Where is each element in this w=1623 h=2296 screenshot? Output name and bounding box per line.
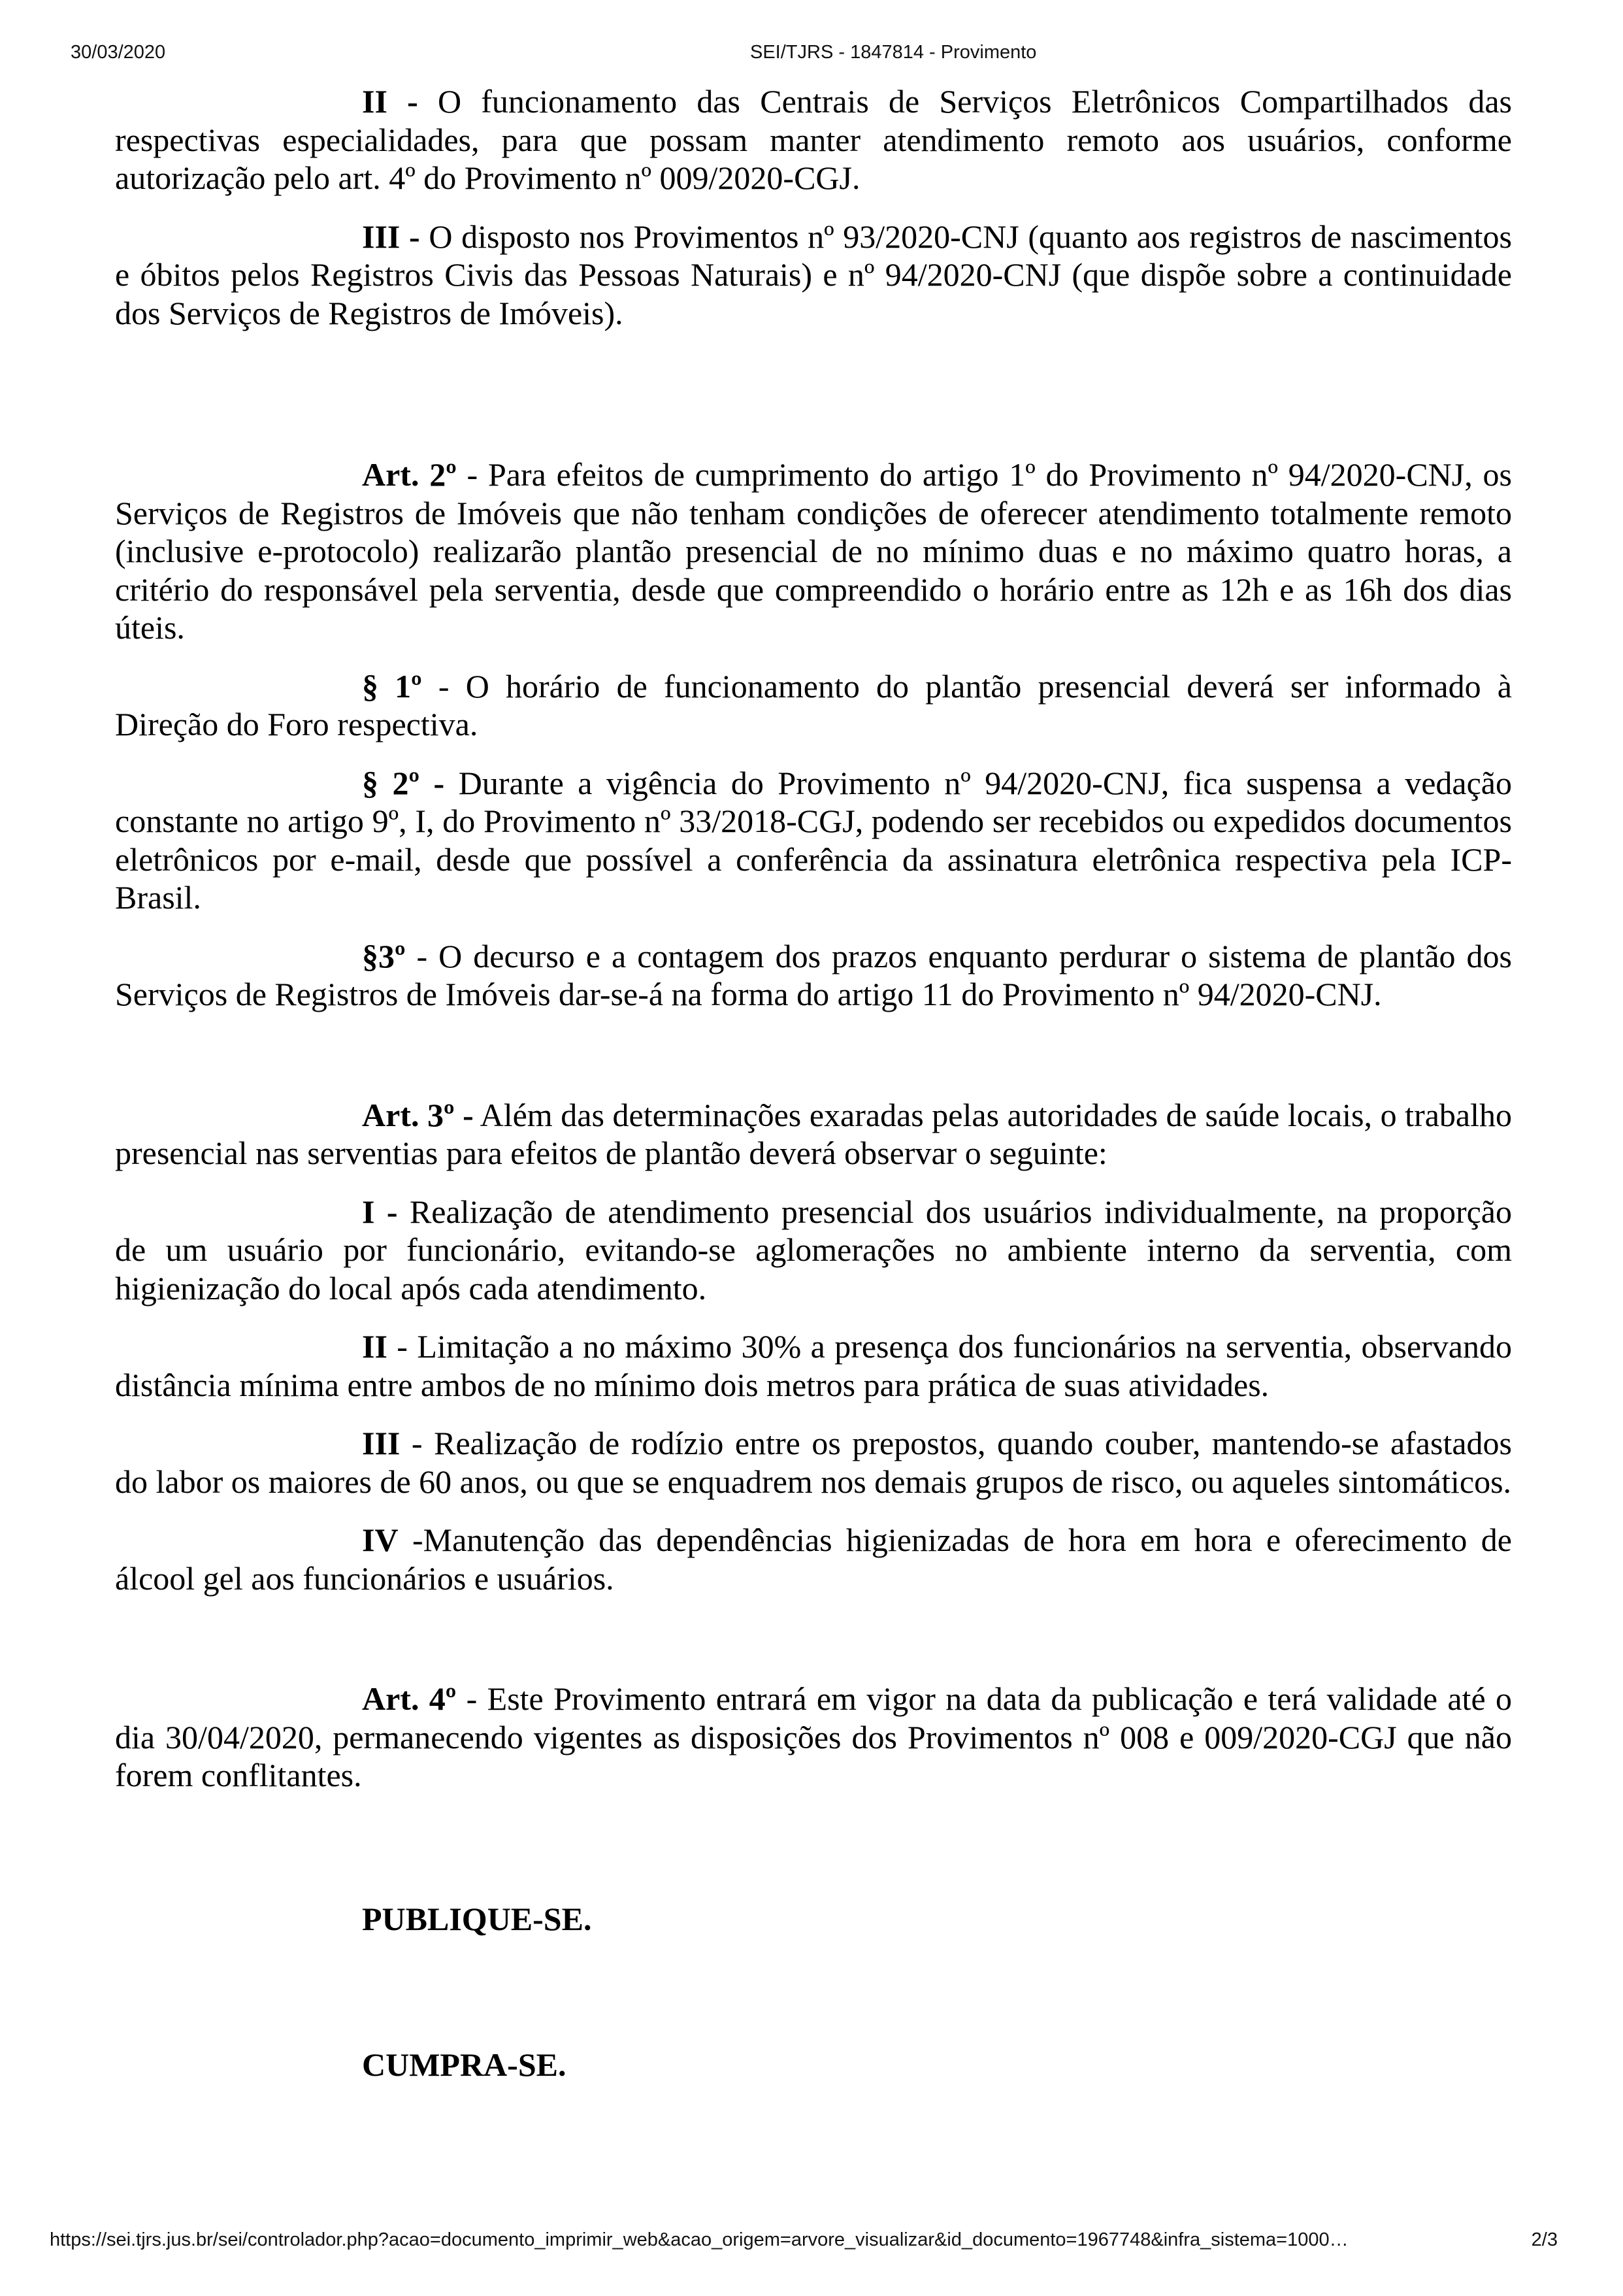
paragraph-label: II <box>362 1328 387 1365</box>
paragraph-label: III - <box>362 218 420 255</box>
paragraph-text: - Realização de rodízio entre os prepostos, quando couber, mantendo-se afastados do labor os maiores de 60 anos, ou que se enquadrem nos demais grupos de risco, ou aqueles sintomáticos. <box>115 1425 1512 1500</box>
article-label: Art. 4º <box>362 1680 457 1717</box>
article-text: - Este Provimento entrará em vigor na data da publicação e terá validade até o dia 30/04/2020, permanecendo vigentes as disposições dos Provimentos nº 008 e 009/2020-CGJ que não forem conflitantes. <box>115 1680 1512 1793</box>
article-label: Art. 3º - <box>362 1096 474 1133</box>
paragraph-label: I - <box>362 1193 398 1230</box>
print-date: 30/03/2020 <box>71 42 166 63</box>
paragraph-label: § 2º - <box>362 764 445 801</box>
article-text: Além das determinações exaradas pelas autoridades de saúde locais, o trabalho presencial nas serventias para efeitos de plantão deverá observar o seguinte: <box>115 1096 1513 1171</box>
paragraph-label: III <box>362 1425 401 1461</box>
article-3 <box>115 1096 1512 1173</box>
paragraph-text: - O horário de funcionamento do plantão presencial deverá ser informado à Direção do Foro respectiva. <box>115 667 1512 742</box>
print-page-title: SEI/TJRS - 1847814 - Provimento <box>750 42 1037 63</box>
paragraph-text: -Manutenção das dependências higienizadas de hora em hora e oferecimento de álcool gel aos funcionários e usuários. <box>115 1522 1512 1597</box>
article-3-item-iii <box>115 1424 1512 1501</box>
print-url: https://sei.tjrs.jus.br/sei/controlador.php?acao=documento_imprimir_web&acao_origem=arvore_visualizar&id_documento=1967748&infra_sistema=1000… <box>50 2229 1349 2250</box>
paragraph-text: - Limitação a no máximo 30% a presença dos funcionários na serventia, observando distância mínima entre ambos de no mínimo dois metros para prática de suas atividades. <box>115 1328 1512 1403</box>
article-2-paragraph-2 <box>115 764 1512 917</box>
publique-se: PUBLIQUE-SE. <box>362 1900 592 1937</box>
paragraph-label: §3º <box>362 937 406 974</box>
document-body <box>115 82 1512 2084</box>
paragraph-text: O funcionamento das Centrais de Serviços Eletrônicos Compartilhados das respectivas especialidades, para que possam manter atendimento remoto aos usuários, conforme autorização pelo art. 4º do Provimento nº 009/2020-CGJ. <box>115 83 1512 196</box>
article-text: - Para efeitos de cumprimento do artigo 1º do Provimento nº 94/2020-CNJ, os Serviços de Registros de Imóveis que não tenham condições de oferecer atendimento totalmente remoto (inclusive e-protocolo) realizarão plantão presencial de no mínimo duas e no máximo quatro horas, a critério do responsável pela serventia, desde que compreendido o horário entre as 12h e as 16h dos dias úteis. <box>115 456 1512 646</box>
paragraph-text: O disposto nos Provimentos nº 93/2020-CNJ (quanto aos registros de nascimentos e óbitos pelos Registros Civis das Pessoas Naturais) e nº 94/2020-CNJ (que dispõe sobre a continuidade dos Serviços de Registros de Imóveis). <box>115 218 1512 331</box>
article-2-paragraph-3 <box>115 937 1512 1014</box>
paragraph-text: Realização de atendimento presencial dos usuários individualmente, na proporção de um usuário por funcionário, evitando-se aglomerações no ambiente interno da serventia, com higienização do local após cada atendimento. <box>115 1193 1512 1306</box>
article-3-item-i <box>115 1193 1512 1308</box>
paragraph-label: II - <box>362 83 418 120</box>
paragraph-text: - O decurso e a contagem dos prazos enquanto perdurar o sistema de plantão dos Serviços de Registros de Imóveis dar-se-á na forma do artigo 11 do Provimento nº 94/2020-CNJ. <box>115 937 1512 1012</box>
article-2 <box>115 456 1512 647</box>
cumpra-se: CUMPRA-SE. <box>362 2046 566 2083</box>
paragraph-item-iii <box>115 218 1512 333</box>
paragraph-label: IV <box>362 1522 399 1558</box>
page-number: 2/3 <box>1531 2229 1558 2250</box>
paragraph-label: § 1º <box>362 667 422 705</box>
paragraph-item-ii <box>115 82 1512 197</box>
article-3-item-iv <box>115 1521 1512 1597</box>
article-4 <box>115 1680 1512 1795</box>
article-label: Art. 2º <box>362 456 457 493</box>
article-2-paragraph-1 <box>115 667 1512 744</box>
article-3-item-ii <box>115 1327 1512 1404</box>
paragraph-text: Durante a vigência do Provimento nº 94/2020-CNJ, fica suspensa a vedação constante no artigo 9º, I, do Provimento nº 33/2018-CGJ, podendo ser recebidos ou expedidos documentos eletrônicos por e-mail, desde que possível a conferência da assinatura eletrônica respectiva pela ICP-Brasil. <box>115 764 1512 916</box>
